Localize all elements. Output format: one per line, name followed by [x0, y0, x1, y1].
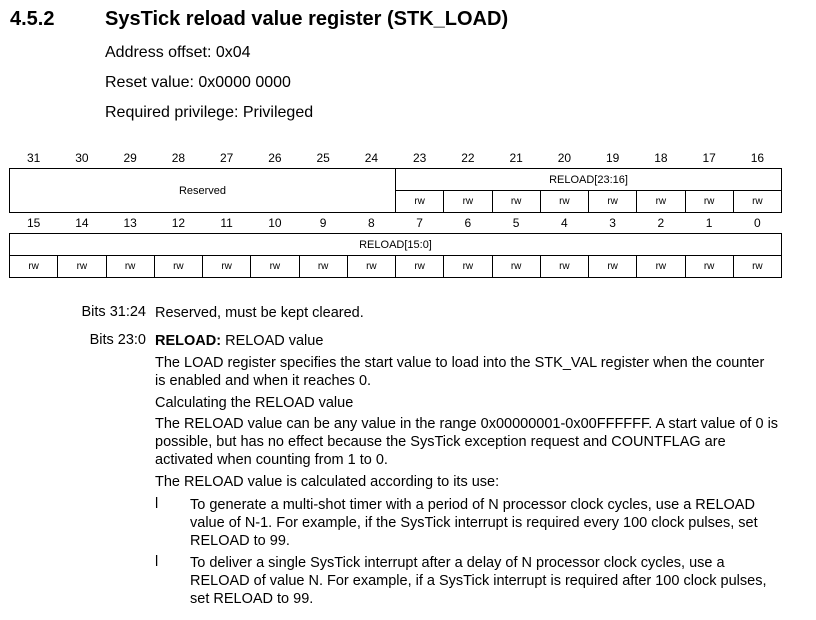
access-rw: rw — [685, 256, 733, 278]
bullet-mark-2: l — [155, 554, 159, 570]
reload-paragraph-2: Calculating the RELOAD value — [155, 395, 354, 411]
section-title: SysTick reload value register (STK_LOAD) — [105, 8, 509, 30]
access-rw: rw — [637, 191, 685, 213]
access-rw: rw — [203, 256, 251, 278]
bit-number: 27 — [219, 151, 234, 165]
access-rw: rw — [540, 256, 588, 278]
access-rw: rw — [444, 256, 492, 278]
required-privilege: Required privilege: Privileged — [105, 104, 314, 121]
bit-number: 16 — [750, 151, 765, 165]
access-rw: rw — [106, 256, 154, 278]
bit-number: 0 — [754, 216, 761, 230]
reload-high-field: RELOAD[23:16] — [396, 169, 782, 191]
bit-number: 17 — [702, 151, 716, 165]
access-rw: rw — [58, 256, 106, 278]
access-rw: rw — [492, 256, 540, 278]
reload-field-name: RELOAD: — [155, 333, 222, 349]
bullet-item-1: To generate a multi-shot timer with a period of N processor clock cycles, use a RELOAD value of N-1. For example, if the SysTick interrupt is required every 100 clock pulses, set RELOAD to 99. — [190, 497, 758, 549]
register-lower-table — [9, 213, 782, 278]
bit-number: 4 — [561, 216, 568, 230]
register-upper-table — [9, 148, 782, 213]
bit-number: 22 — [461, 151, 475, 165]
bit-number: 12 — [171, 216, 186, 230]
bits-31-24-label: Bits 31:24 — [81, 304, 146, 320]
bit-number: 18 — [654, 151, 668, 165]
reset-value: Reset value: 0x0000 0000 — [105, 74, 291, 91]
bit-number: 25 — [316, 151, 330, 165]
bit-number: 20 — [557, 151, 572, 165]
access-rw: rw — [540, 191, 588, 213]
bullet-mark-1: l — [155, 496, 159, 512]
reload-paragraph-4: The RELOAD value is calculated according to its use: — [155, 474, 500, 490]
access-rw: rw — [347, 256, 395, 278]
bit-number: 14 — [75, 216, 89, 230]
bullet-item-2: To deliver a single SysTick interrupt after a delay of N processor clock cycles, use a RELOAD of value N. For example, if a SysTick interrupt is required after 100 clock pulses, set RELOAD to 99. — [190, 555, 767, 607]
access-rw: rw — [396, 191, 444, 213]
bit-number: 6 — [464, 216, 472, 230]
access-rw: rw — [637, 256, 685, 278]
access-rw: rw — [299, 256, 347, 278]
access-rw: rw — [251, 256, 299, 278]
bit-number: 11 — [220, 216, 233, 230]
access-rw: rw — [733, 256, 781, 278]
reload-paragraph-3: The RELOAD value can be any value in the range 0x00000001-0x00FFFFFF. A start value of 0 is possible, but has no effect because the SysTick exception request and COUNTFLAG are activated when counting from 1 to 0. — [155, 416, 779, 468]
bit-number: 13 — [123, 216, 137, 230]
bit-number: 3 — [609, 216, 616, 230]
bit-number: 2 — [657, 216, 665, 230]
bits-23-0-label: Bits 23:0 — [89, 332, 146, 348]
address-offset: Address offset: 0x04 — [105, 44, 251, 61]
bit-number: 26 — [268, 151, 282, 165]
bit-number: 30 — [75, 151, 89, 165]
bit-number: 23 — [412, 151, 427, 165]
access-rw: rw — [444, 191, 492, 213]
access-rw: rw — [154, 256, 202, 278]
reload-paragraph-1: The LOAD register specifies the start value to load into the STK_VAL register when the counter is enabled and when it reaches 0. — [155, 355, 765, 389]
bit-number: 10 — [268, 216, 282, 230]
bit-number: 9 — [319, 216, 327, 230]
bits-31-24-desc: Reserved, must be kept cleared. — [155, 305, 364, 321]
reload-low-field: RELOAD[15:0] — [10, 234, 782, 256]
reserved-field: Reserved — [10, 169, 396, 213]
bit-number: 5 — [512, 216, 520, 230]
access-rw: rw — [685, 191, 733, 213]
bit-number: 15 — [26, 216, 41, 230]
access-rw: rw — [733, 191, 781, 213]
bit-number: 31 — [26, 151, 41, 165]
access-rw: rw — [10, 256, 58, 278]
access-rw: rw — [492, 191, 540, 213]
reload-field-name-desc: RELOAD value — [221, 333, 324, 349]
bit-number: 21 — [509, 151, 523, 165]
bit-number: 8 — [368, 216, 375, 230]
reload-field-heading — [155, 332, 323, 350]
bit-number: 29 — [123, 151, 137, 165]
bit-number: 1 — [705, 216, 713, 230]
access-rw: rw — [589, 256, 637, 278]
section-number: 4.5.2 — [10, 8, 55, 30]
bit-number: 19 — [605, 151, 620, 165]
bit-number: 24 — [364, 151, 379, 165]
bit-number: 28 — [171, 151, 186, 165]
access-rw: rw — [589, 191, 637, 213]
access-rw: rw — [396, 256, 444, 278]
bit-number: 7 — [416, 216, 423, 230]
